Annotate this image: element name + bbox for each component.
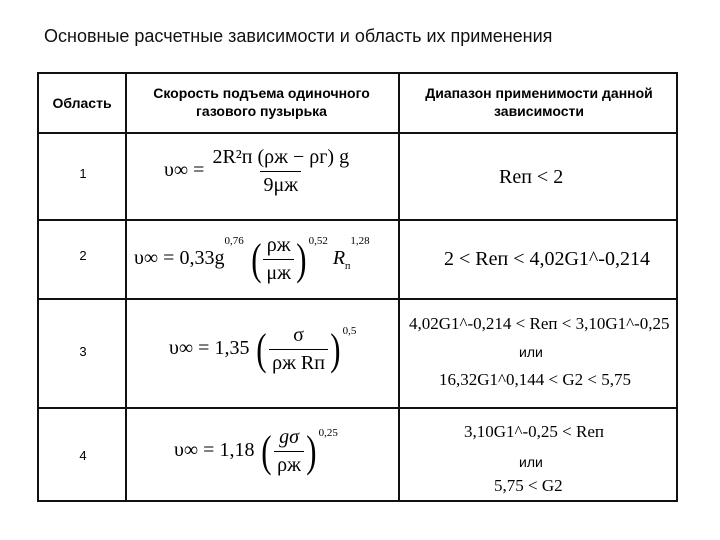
header-range: Диапазон применимости данной зависимости xyxy=(425,85,653,119)
range-row-2: 2 < Reп < 4,02G1^-0,214 xyxy=(444,248,650,270)
formula-row-2: $\upsilon\infty = 0,33g^{0,76}$ ( $\frac{\rho ж}{\mu ж}$ ) $^{0,52}$ $R_п^{1,28}$ xyxy=(134,234,370,284)
table-divider xyxy=(39,132,676,134)
formula-fraction xyxy=(209,146,352,197)
formula-fraction xyxy=(263,234,294,285)
range-row-3b: 16,32G1^0,144 < G2 < 5,75 xyxy=(439,370,631,389)
formula-numerator: 2R²п (ρж − ρг) g xyxy=(212,146,350,168)
formula-exponent: 0,52 xyxy=(308,235,328,248)
range-row-4a: 3,10G1^-0,25 < Reп xyxy=(464,422,604,441)
formula-exponent: 0,76 xyxy=(224,235,244,248)
formula-fraction xyxy=(269,324,328,375)
range-row-1: Reп < 2 xyxy=(499,166,564,188)
table-divider xyxy=(39,407,676,409)
formula-row-1 xyxy=(164,146,352,197)
formula-lhs: υ∞ = 1,35 xyxy=(169,337,250,360)
formula-table xyxy=(37,72,678,502)
table-divider xyxy=(39,298,676,300)
page-title: Основные расчетные зависимости и область их применения xyxy=(44,26,553,46)
formula-lhs: υ∞ = 1,18 xyxy=(174,439,255,462)
formula-lhs: υ∞ = 0,33g xyxy=(134,247,225,270)
table-divider xyxy=(39,219,676,221)
formula-exponent: 0,5 xyxy=(342,325,357,338)
formula-fraction xyxy=(274,426,304,477)
formula-numerator: gσ xyxy=(279,426,299,448)
formula-numerator: σ xyxy=(293,324,304,346)
or-label: или xyxy=(519,454,543,470)
formula-denominator: 9μж xyxy=(260,171,301,197)
formula-denominator: ρж xyxy=(274,451,304,477)
row-number-3: 3 xyxy=(79,344,87,359)
table-divider xyxy=(125,74,127,500)
table-divider xyxy=(398,74,400,500)
or-label: или xyxy=(519,344,543,360)
header-velocity: Скорость подъема одиночного газового пузырька xyxy=(153,85,370,119)
formula-denominator: μж xyxy=(263,259,294,285)
row-number-4: 4 xyxy=(79,448,87,463)
row-number-2: 2 xyxy=(79,248,87,263)
formula-tail-exponent: 1,28 xyxy=(350,235,370,248)
formula-denominator: ρж Rп xyxy=(269,349,328,375)
header-area: Область xyxy=(52,95,112,111)
formula-numerator: ρж xyxy=(266,234,291,256)
formula-tail: R xyxy=(332,247,346,270)
range-row-4b: 5,75 < G2 xyxy=(494,476,563,495)
formula-row-3: υ∞ = 1,35 ( $\frac{\sigma}{\text{ρж Rп}}$ ) $^{0,5}$ xyxy=(169,324,357,374)
formula-exponent: 0,25 xyxy=(318,427,338,440)
formula-tail-sub: п xyxy=(345,261,351,273)
formula-lhs: υ∞ = xyxy=(164,159,205,182)
row-number-1: 1 xyxy=(79,166,87,181)
formula-row-4: υ∞ = 1,18 ( $\frac{g\sigma}{\rho ж}$ ) $^{0,25}$ xyxy=(174,426,338,476)
range-row-3a: 4,02G1^-0,214 < Reп < 3,10G1^-0,25 xyxy=(409,314,670,333)
